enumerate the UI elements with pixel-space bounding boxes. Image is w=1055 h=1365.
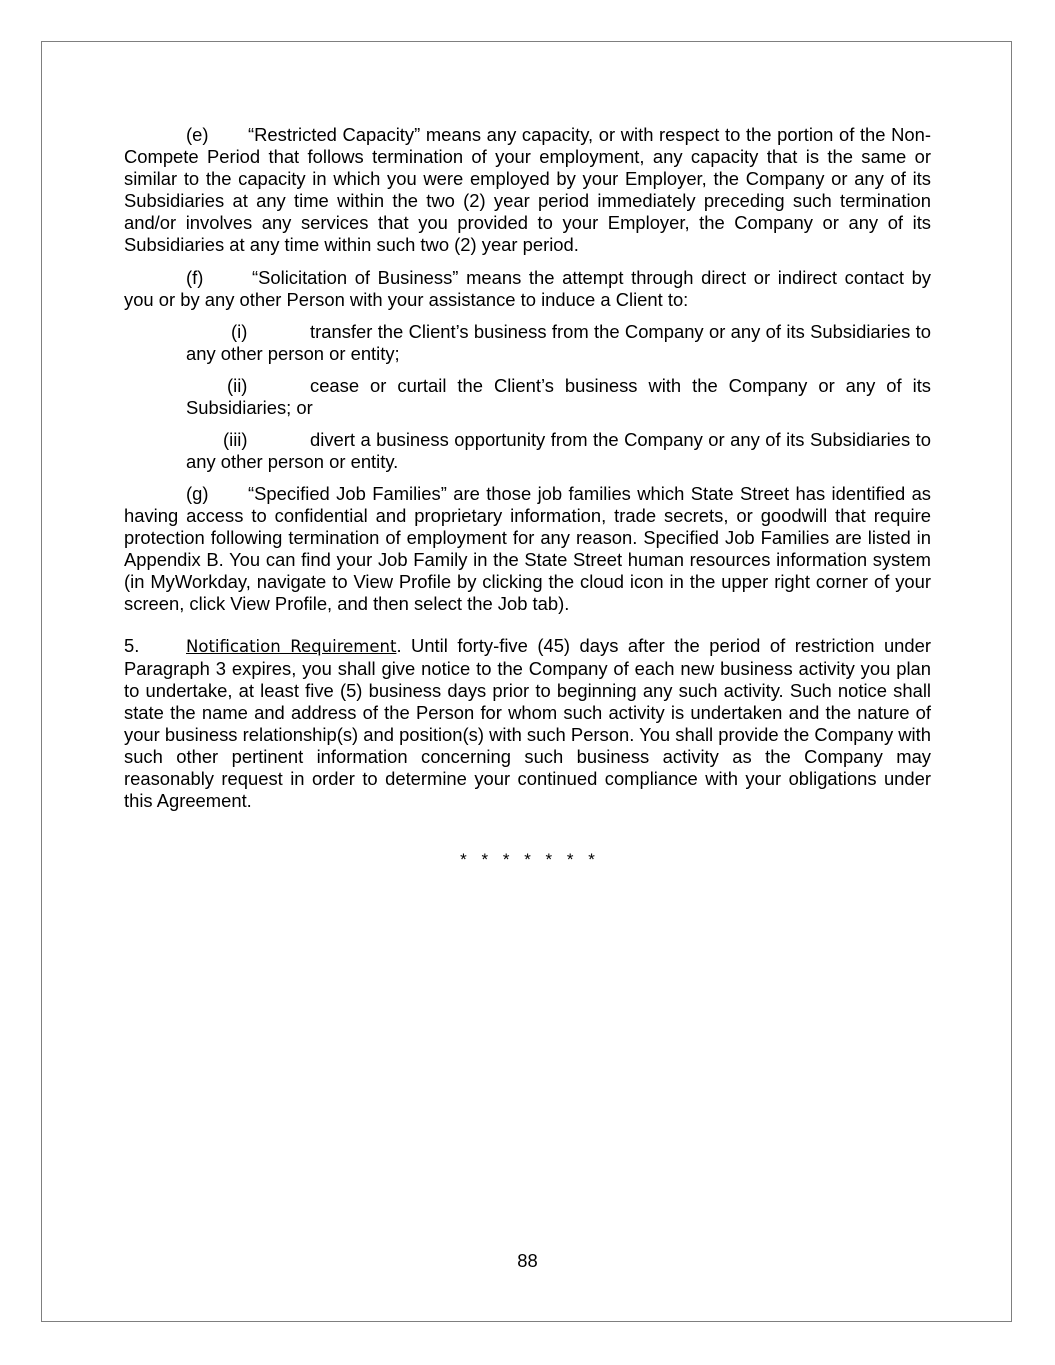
section-separator: * * * * * * * xyxy=(460,850,595,869)
paragraph-number: (f) xyxy=(186,267,204,288)
section-5 xyxy=(124,635,931,812)
paragraph-number: (e) xyxy=(186,124,209,145)
sub-item-number: (i) xyxy=(231,321,248,342)
paragraph-text: “Specified Job Families” are those job families which State Street has identified as having access to confidential and proprietary information, trade secrets, or goodwill that require protection following termination of employment for any reason. Specified Job Families are listed in Appendix B. You can find your Job Family in the State Street human resources information system (in MyWorkday, navigate to View Profile by clicking the cloud icon in the upper right corner of your screen, click View Profile, and then select the Job tab). xyxy=(124,483,931,614)
page-number: 88 xyxy=(517,1250,538,1271)
sub-item-text: transfer the Client’s business from the Company or any of its Subsidiaries to any other person or entity; xyxy=(186,321,931,364)
paragraph-e xyxy=(124,124,931,256)
section-heading: Notification Requirement xyxy=(186,637,397,656)
sub-item-ii xyxy=(186,375,931,419)
sub-item-i xyxy=(186,321,931,365)
section-text: . Until forty-five (45) days after the period of restriction under Paragraph 3 expires, you shall give notice to the Company of each new business activity you plan to undertake, at least five (5) business days prior to beginning any such activity. Such notice shall state the name and address of the Person for whom such activity is undertaken and the nature of your business relationship(s) and position(s) with such Person. You shall provide the Company with such other pertinent information concerning such business activity as the Company may reasonably request in order to determine your continued compliance with your obligations under this Agreement. xyxy=(124,635,931,811)
sub-item-iii xyxy=(186,429,931,473)
section-number: 5. xyxy=(124,635,140,656)
sub-item-text: divert a business opportunity from the Company or any of its Subsidiaries to any other person or entity. xyxy=(186,429,931,472)
sub-item-text: cease or curtail the Client’s business with the Company or any of its Subsidiaries; or xyxy=(186,375,931,418)
sub-item-number: (iii) xyxy=(223,429,248,450)
paragraph-number: (g) xyxy=(186,483,209,504)
document-body xyxy=(124,124,931,812)
sub-item-number: (ii) xyxy=(227,375,248,396)
paragraph-g xyxy=(124,483,931,615)
paragraph-text: “Solicitation of Business” means the attempt through direct or indirect contact by you or by any other Person with your assistance to induce a Client to: xyxy=(124,267,931,310)
paragraph-text: “Restricted Capacity” means any capacity, or with respect to the portion of the Non-Compete Period that follows termination of your employment, any capacity that is the same or similar to the capacity in which you were employed by your Employer, the Company or any of its Subsidiaries at any time within the two (2) year period immediately preceding such termination and/or involves any services that you provided to your Employer, the Company or any of its Subsidiaries at any time within such two (2) year period. xyxy=(124,124,931,255)
paragraph-f xyxy=(124,267,931,311)
